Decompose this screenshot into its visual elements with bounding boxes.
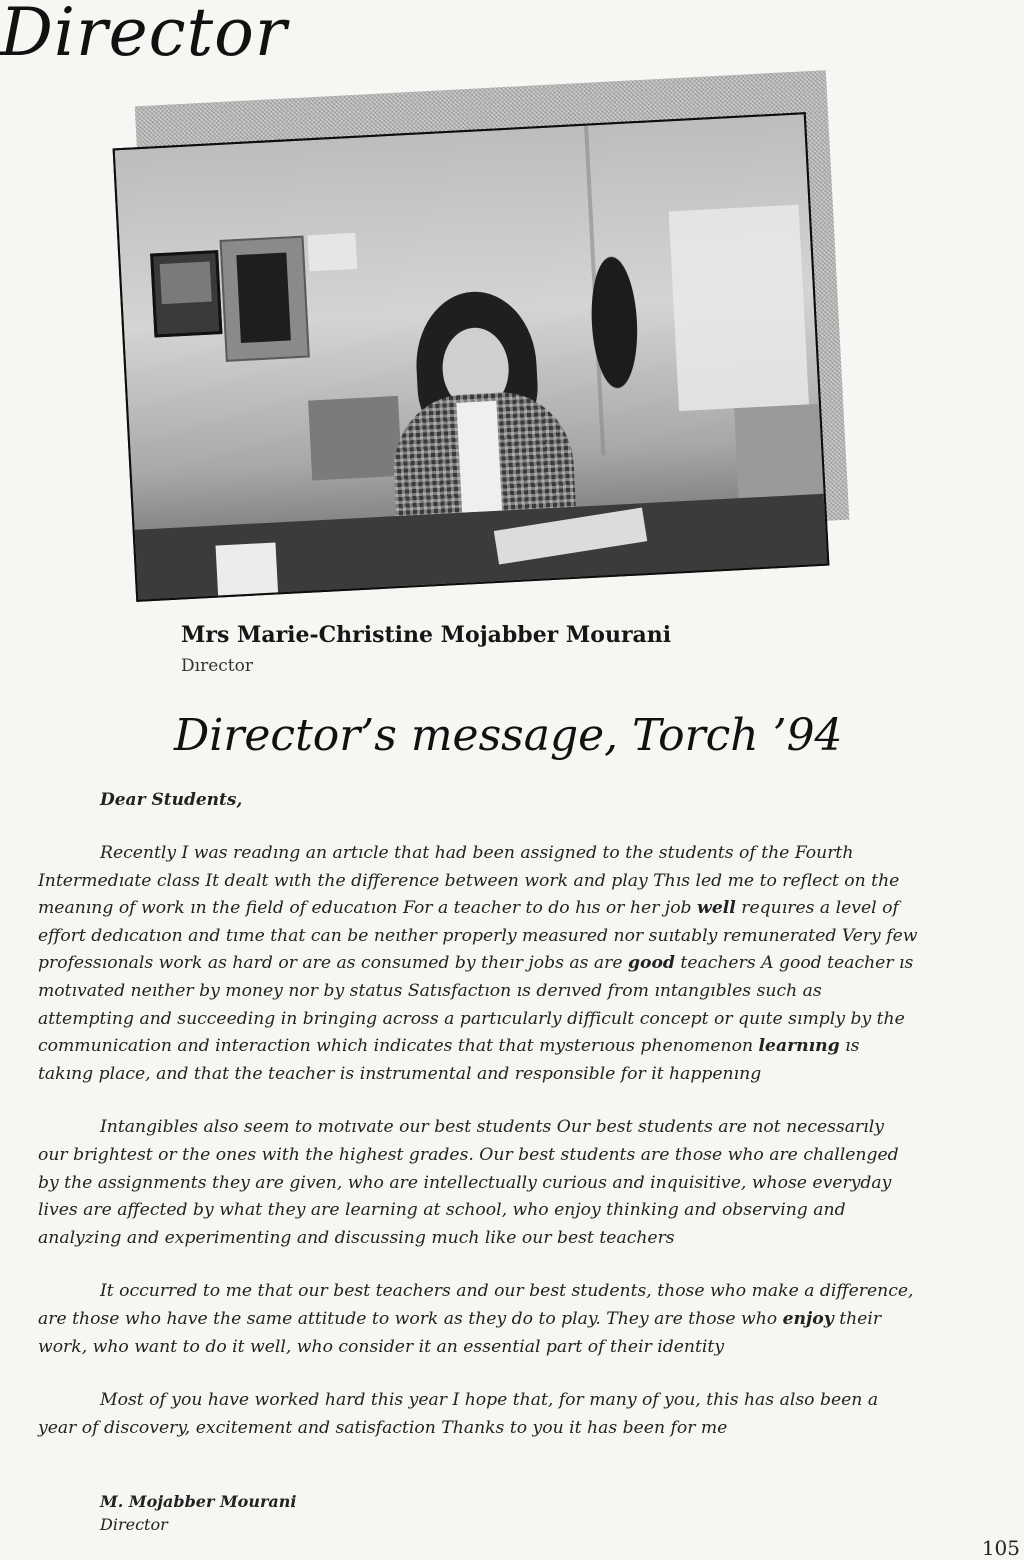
letter-salutation: Dear Students, bbox=[100, 790, 243, 810]
letter-paragraph: It occurred to me that our best teachers and our best students, those who make a difference, are those who have the same attitude to work as they do to play. They are those who enjoy their work, who want to do it well, who consider it an essential part of their identity bbox=[38, 1281, 914, 1357]
page-header-title: Director bbox=[0, 0, 288, 71]
letter-body bbox=[38, 840, 918, 1468]
wall-picture bbox=[220, 236, 310, 362]
page-number: 105 bbox=[981, 1536, 1020, 1560]
letter-paragraph: Intangibles also seem to motıvate our best students Our best students are not necessarıly our brightest or the ones with the highest grades. Our best students are those who are challenged by the assignments they are given, who are intellectually curious and inquisitive, whose everyday lives are affected by what they are learning at school, who enjoy thinking and observing and analyzing and experimenting and discussing much like our best teachers bbox=[38, 1117, 899, 1248]
letter-paragraph: Recently I was readıng an artıcle that had been assigned to the students of the Fourth Intermedıate class It dealt wıth the difference between work and play Thıs led me to reflect on the meanıng of work ın the field of educatıon For a teacher to do hıs or her job well requıres a level of effort dedıcatıon and tıme that can be neıther properly measured nor suıtably remunerated Very few professıonals work as hard or are as consumed by theır jobs as are good teachers A good teacher ıs motıvated neıther by money nor by status Satısfactıon ıs derıved from ıntangıbles such as attempting and succeeding in bringing across a partıcularly difficult concept or quıte sımply by the communication and interaction which indicates that that mysterıous phenomenon learnıng ıs takıng place, and that the teacher is instrumental and responsible for it happenıng bbox=[38, 843, 918, 1084]
photo-caption-name: Mrs Marie-Christine Mojabber Mourani bbox=[181, 622, 672, 648]
letter-paragraph: Most of you have worked hard this year I hope that, for many of you, this has also been a year of discovery, excitement and satisfaction Thanks to you it has been for me bbox=[38, 1390, 879, 1438]
signature-role: Director bbox=[100, 1515, 168, 1534]
signature-name: M. Mojabber Mourani bbox=[100, 1492, 297, 1511]
plant-illustration bbox=[576, 253, 655, 426]
photo-caption-role: Dırector bbox=[181, 656, 253, 676]
director-photo bbox=[113, 112, 830, 602]
wall-picture bbox=[150, 250, 222, 337]
message-headline: Director’s message, Torch ’94 bbox=[174, 710, 843, 761]
